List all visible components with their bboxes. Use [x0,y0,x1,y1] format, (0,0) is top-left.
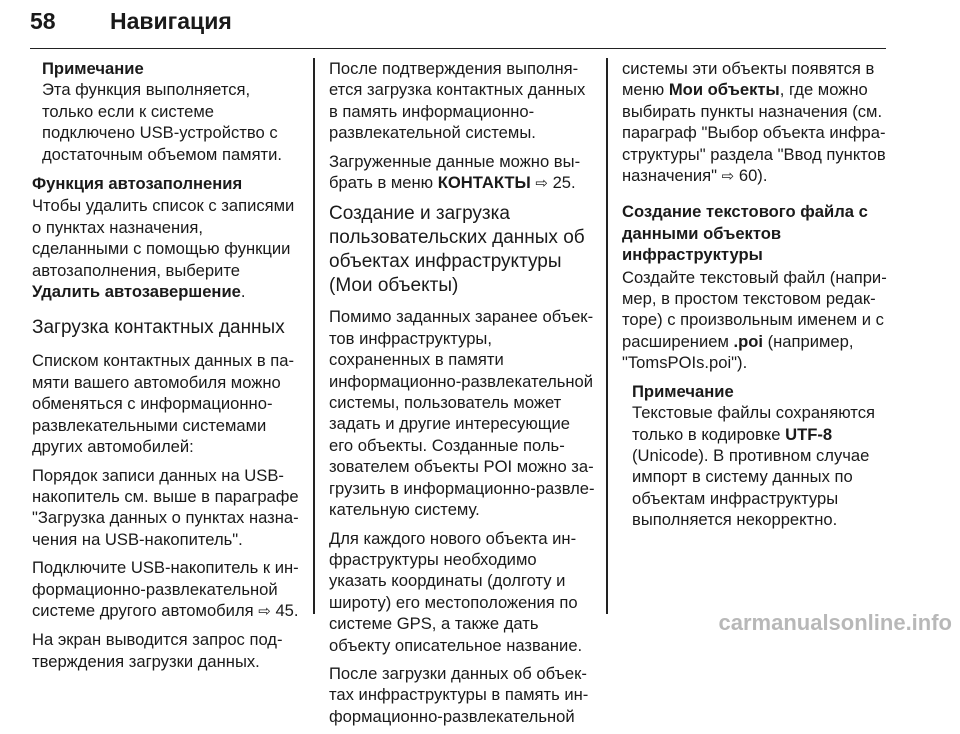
menu-item-ref: КОНТАКТЫ [437,173,531,193]
watermark: carmanualsonline.info [718,610,952,635]
reference-arrow-icon: ⇨ [535,175,548,193]
menu-item-ref: Удалить автозавершение [32,282,241,302]
section-heading: Создание текстового файла с данными объектов инфраструктуры [622,202,868,265]
note-block [32,58,302,165]
paragraph: Для каждого нового объекта инфраструктуры необходимо указать координаты (долготу и широту) его местоположения по системе GPS, а также дать объекту описательное название. [329,528,583,655]
page-reference: 60). [738,166,768,186]
paragraph-text: Загруженные данные можно выбрать в меню [329,151,581,193]
note-text: Эта функция выполняется, только если к системе подключено USB-устройство с достаточным объемом памяти. [42,80,283,164]
paragraph [32,195,302,302]
page-title: Навигация [110,8,232,34]
note-text-part: Текстовые файлы сохраняются только в кодировке [632,403,875,444]
section-heading: Функция автозаполнения [32,174,243,194]
note-title: Примечание [42,59,144,78]
paragraph: После подтверждения выполняется загрузка контактных данных в память информационно-развлекательной системы. [329,59,586,143]
paragraph-text: (например, "TomsPOIs.poi"). [622,331,854,373]
paragraph [622,58,892,187]
paragraph: Порядок записи данных на USB-накопитель см. выше в параграфе "Загрузка данных о пунктах назначения на USB-накопитель". [32,465,299,549]
note-text-part: (Unicode). В противном случае импорт в систему данных по объектам инфраструктуры выполняется некорректно. [632,445,870,530]
page-number: 58 [30,8,56,34]
paragraph: Списком контактных данных в памяти вашего автомобиля можно обменяться с информационно-развлекательными системами других автомобилей: [32,351,294,457]
page-header [30,4,886,49]
paragraph-text: Чтобы удалить список с записями о пунктах назначения, сделанными с помощью функции автозаполнения, выберите [32,196,295,280]
section-heading: Создание и загрузка пользовательских данных об объектах инфраструктуры (Мои объекты) [329,203,585,297]
column-2 [329,58,595,734]
column-1 [32,58,302,679]
file-extension: .poi [733,331,763,351]
paragraph [32,557,302,622]
punctuation: . [240,282,246,302]
paragraph: После загрузки данных об объектах инфраструктуры в память информационно-развлекательной [329,663,589,726]
menu-item-ref: Мои объекты [668,80,780,100]
reference-arrow-icon: ⇨ [258,602,271,620]
paragraph: На экран выводится запрос подтверждения загрузки данных. [32,630,283,671]
page-reference: 45. [275,600,299,620]
paragraph-text: , где можно выбирать пункты назначения (см. параграф "Выбор объекта инфраструктуры" раздела "Ввод пунктов назначения" [622,80,886,186]
encoding-name: UTF-8 [785,424,833,444]
reference-arrow-icon: ⇨ [721,168,735,186]
note-block [622,381,892,531]
paragraph-text: Подключите USB-накопитель к информационно-развлекательной системе другого автомобиля [32,558,299,620]
page-reference: 25. [552,173,576,193]
column-divider [606,58,608,614]
note-title: Примечание [632,381,734,401]
paragraph [622,267,892,374]
note-text [632,402,892,530]
paragraph [329,151,595,195]
section-heading: Загрузка контактных данных [32,317,285,339]
paragraph: Помимо заданных заранее объектов инфраструктуры, сохраненных в памяти информационно-развлекательной системы, пользователь может задать и другие интересующие его объекты. Созданные пользователем объекты POI можно загрузить в информационно-развлекательную систему. [329,307,595,520]
column-divider [313,58,315,614]
paragraph-text: Создайте текстовый файл (например, в простом текстовом редакторе) с произвольным именем и с расширением [622,267,887,351]
column-3 [622,58,892,539]
paragraph-text: системы эти объекты появятся в меню [622,59,875,100]
